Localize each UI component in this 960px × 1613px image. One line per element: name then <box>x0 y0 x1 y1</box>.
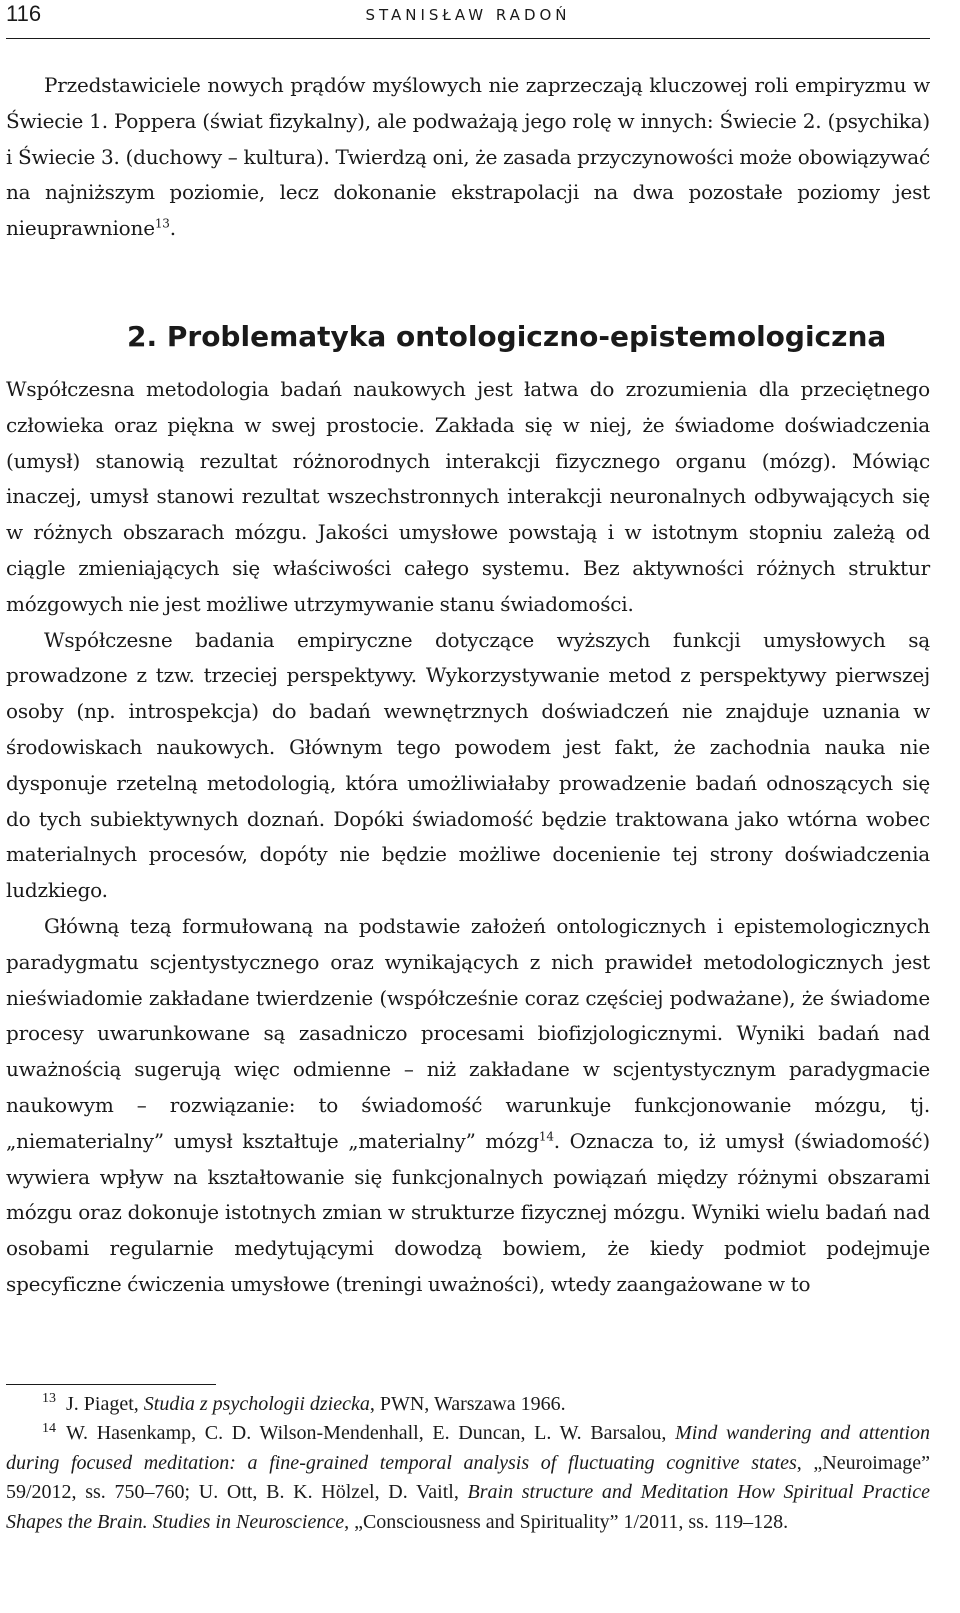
intro-text: Przedstawiciele nowych prądów myślowych nie zaprzeczają kluczowej roli empiryzmu w Świecie 1. Poppera (świat fizykalny), ale podważają jego rolę w innych: Świecie 2. (psychika) i Świecie 3. (duchowy – kultura). Twierdzą oni, że zasada przyczynowości może obowiązywać na najniższym poziomie, lecz dokonanie ekstrapolacji na dwa pozostałe poziomy jest nieuprawnione <box>6 73 930 241</box>
footnote-ref-14[interactable]: 14 <box>538 1129 554 1144</box>
paragraph-2: Współczesne badania empiryczne dotyczące wyższych funkcji umysłowych są prowadzone z tzw. trzeciej perspektywy. Wykorzystywanie metod z perspektywy pierwszej osoby (np. introspekcja) do badań wewnętrznych doświadczeń nie znajduje uznania w środowiskach naukowych. Głównym tego powodem jest fakt, że zachodnia nauka nie dysponuje rzetelną metodologią, która umożliwiałaby prowadzenie badań odnoszących się do tych subiektywnych doznań. Dopóki świadomość będzie traktowana jako wtórna wobec materialnych procesów, dopóty nie będzie możliwe docenienie tej strony doświadczenia ludzkiego. <box>6 627 930 903</box>
footnote-title: Brain structure and Meditation How Spiritual Practice Shapes the Brain. Studies in Neuroscience <box>6 1481 930 1533</box>
footnote-ref-13[interactable]: 13 <box>154 216 170 231</box>
paragraph-3-continuation: . Oznacza to, iż umysł (świadomość) wywiera wpływ na kształtowanie się funkcjonalnych powiązań między różnymi obszarami mózgu oraz dokonuje istotnych zmian w strukturze fizycznej mózgu. Wyniki wielu badań nad osobami regularnie medytującymi dowodzą bowiem, że kiedy podmiot podejmuje specyficzne ćwiczenia umysłowe (treningi uważności), wtedy zaangażowane w to <box>6 1128 930 1296</box>
footnote-text: J. Piaget, <box>66 1393 144 1415</box>
intro-tail: . <box>169 216 176 241</box>
footnote-divider <box>6 1384 216 1385</box>
footnote-title: Mind wandering and attention during focused meditation: a fine-grained temporal analysis of fluctuating cognitive states <box>6 1422 930 1474</box>
footnote-title: Studia z psychologii dziecka <box>143 1393 370 1415</box>
footnote-number: 14 <box>42 1420 56 1436</box>
footnote-14 <box>6 1419 930 1537</box>
footnote-text: , „Neuroimage” 59/2012, ss. 750–760; U. Ott, B. K. Hölzel, D. Vaitl, <box>6 1451 930 1504</box>
intro-section <box>6 68 930 247</box>
footnotes <box>6 1390 930 1537</box>
running-title: STANISŁAW RADOŃ <box>365 6 571 24</box>
paragraph-1: Współczesna metodologia badań naukowych jest łatwa do zrozumienia dla przeciętnego człowieka oraz piękna w swej prostocie. Zakłada się w niej, że świadome doświadczenia (umysł) stanowią rezultat różnorodnych interakcji fizycznego organu (mózg). Mówiąc inaczej, umysł stanowi rezultat wszechstronnych interakcji neuronalnych odbywających się w różnych obszarach mózgu. Jakości umysłowe powstają i w istotnym stopniu zależą od ciągle zmieniających się właściwości całego systemu. Bez aktywności różnych struktur mózgowych nie jest możliwe utrzymywanie stanu świadomości. <box>6 377 930 616</box>
section-heading: 2. Problematyka ontologiczno-epistemologiczna <box>127 320 887 354</box>
running-head <box>6 0 930 39</box>
footnote-13 <box>6 1390 930 1419</box>
footnote-text: , „Consciousness and Spirituality” 1/2011, ss. 119–128. <box>344 1510 789 1533</box>
footnote-number: 13 <box>42 1391 56 1407</box>
paragraph-3 <box>6 909 930 1303</box>
section-body <box>6 372 930 1303</box>
paragraph-3-text: Główną tezą formułowaną na podstawie założeń ontologicznych i epistemologicznych paradygmatu scjentystycznego oraz wynikających z nich prawideł metodologicznych jest nieświadomie zakładane twierdzenie (współcześnie coraz częściej podważane), że świadome procesy uwarunkowane są zasadniczo procesami biofizjologicznymi. Wyniki badań nad uważnością sugerują więc odmienne – niż zakładane w scjentystycznym paradygmacie naukowym – rozwiązanie: to świadomość warunkuje funkcjonowanie mózgu, tj. „niematerialny” umysł kształtuje „materialny” mózg <box>6 913 930 1153</box>
intro-paragraph <box>6 68 930 247</box>
page-number: 116 <box>6 1 42 26</box>
footnote-text: W. Hasenkamp, C. D. Wilson-Mendenhall, E. Duncan, L. W. Barsalou, <box>66 1422 676 1445</box>
footnote-text: , PWN, Warszawa 1966. <box>369 1393 566 1415</box>
